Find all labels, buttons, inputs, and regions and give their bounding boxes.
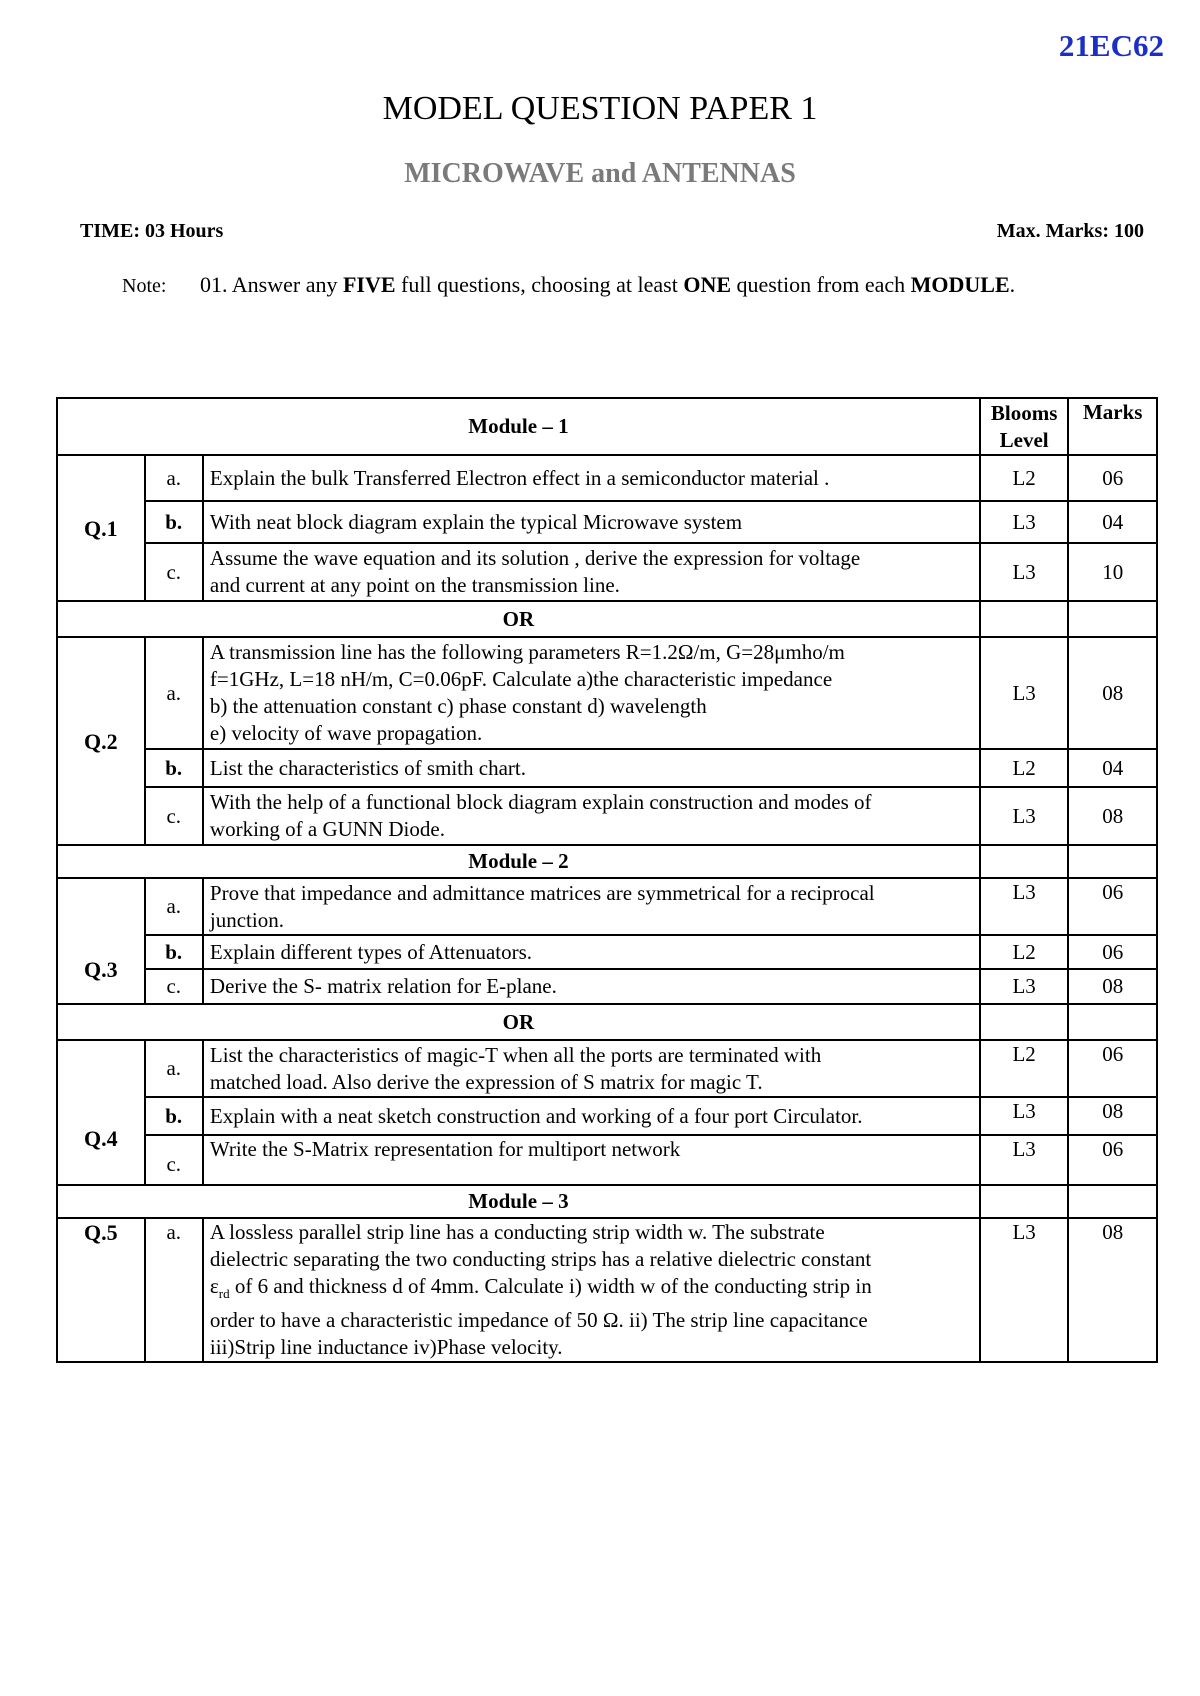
sub-question-label: c. [145, 543, 203, 601]
module-heading: Module – 3 [57, 1185, 980, 1218]
instructions-note [122, 272, 1015, 298]
marks: 06 [1068, 878, 1157, 935]
note-text: 01. Answer any [200, 272, 343, 297]
or-separator: OR [57, 601, 980, 637]
question-number: Q.5 [57, 1218, 145, 1362]
note-text: . [1009, 272, 1016, 297]
marks: 10 [1068, 543, 1157, 601]
module-heading: Module – 1 [57, 398, 980, 455]
table-row [57, 637, 1157, 749]
table-row [57, 543, 1157, 601]
text-line: A lossless parallel strip line has a conducting strip width w. The substrate [209, 1220, 825, 1244]
text-line: List the characteristics of magic-T when all the ports are terminated with [209, 1042, 822, 1067]
text-line: A transmission line has the following parameters R=1.2Ω/m, G=28μmho/m [209, 640, 845, 664]
blooms-level: L2 [980, 749, 1069, 787]
question-number: Q.1 [57, 455, 145, 601]
text-line: and current at any point on the transmission line. [209, 573, 620, 597]
sub-question-label: c. [145, 969, 203, 1004]
text-line: matched load. Also derive the expression of S matrix for magic T. [209, 1069, 763, 1094]
question-text [203, 787, 980, 845]
text-line: Assume the wave equation and its solution , derive the expression for voltage [209, 546, 861, 570]
course-code: 21EC62 [1058, 28, 1164, 63]
max-marks: Max. Marks: 100 [996, 220, 1144, 242]
table-row [57, 1135, 1157, 1185]
question-text: Write the S-Matrix representation for multiport network [203, 1135, 980, 1185]
blooms-level: L3 [980, 501, 1069, 543]
question-text: List the characteristics of smith chart. [203, 749, 980, 787]
blooms-level: L3 [980, 787, 1069, 845]
page-title: MODEL QUESTION PAPER 1 [382, 90, 818, 127]
marks: 04 [1068, 749, 1157, 787]
table-row [57, 969, 1157, 1004]
note-emphasis: FIVE [342, 272, 396, 297]
blooms-level: L3 [980, 543, 1069, 601]
module-row [57, 845, 1157, 878]
marks: 08 [1068, 969, 1157, 1004]
text-line: With the help of a functional block diagram explain construction and modes of [209, 790, 872, 814]
epsilon-subscript: rd [218, 1286, 230, 1302]
text-line: junction. [209, 907, 284, 932]
sub-question-label: a. [145, 1040, 203, 1097]
module-row [57, 1185, 1157, 1218]
text-line [210, 1273, 973, 1307]
question-text [203, 1218, 980, 1362]
sub-question-label: b. [145, 935, 203, 969]
table-row [57, 878, 1157, 935]
text-line: b) the attenuation constant c) phase constant d) wavelength [209, 694, 707, 718]
level-header-line: Level [999, 427, 1049, 452]
sub-question-label: c. [145, 787, 203, 845]
table-row [57, 1097, 1157, 1135]
question-number: Q.2 [57, 637, 145, 845]
note-emphasis: ONE [683, 272, 732, 297]
note-text: full questions, choosing at least [395, 272, 684, 297]
blooms-level: L3 [980, 1218, 1069, 1362]
blooms-level: L2 [980, 1040, 1069, 1097]
question-text [203, 878, 980, 935]
sub-question-label: b. [145, 501, 203, 543]
question-table [56, 397, 1158, 1363]
blooms-level: L3 [980, 1135, 1069, 1185]
or-row [57, 1004, 1157, 1040]
table-header-row [57, 398, 1157, 455]
marks: 08 [1068, 1218, 1157, 1362]
marks: 06 [1068, 1135, 1157, 1185]
sub-question-label: b. [145, 1097, 203, 1135]
question-text: Explain the bulk Transferred Electron effect in a semiconductor material . [203, 455, 980, 501]
blooms-level: L2 [980, 935, 1069, 969]
question-text: Explain different types of Attenuators. [203, 935, 980, 969]
marks: 06 [1068, 1040, 1157, 1097]
blooms-level: L3 [980, 637, 1069, 749]
marks: 08 [1068, 637, 1157, 749]
text-line: e) velocity of wave propagation. [209, 721, 483, 745]
table-row [57, 787, 1157, 845]
question-number: Q.3 [57, 878, 145, 1004]
sub-question-label: a. [145, 878, 203, 935]
text-line: order to have a characteristic impedance of 50 Ω. ii) The strip line capacitance [209, 1308, 868, 1333]
table-row [57, 935, 1157, 969]
blooms-level: L3 [980, 878, 1069, 935]
marks: 04 [1068, 501, 1157, 543]
question-text: With neat block diagram explain the typical Microwave system [203, 501, 980, 543]
blooms-level-header [980, 398, 1069, 455]
table-row [57, 501, 1157, 543]
sub-question-label: b. [145, 749, 203, 787]
blooms-level: L2 [980, 455, 1069, 501]
module-heading: Module – 2 [57, 845, 980, 878]
blooms-level: L3 [980, 1097, 1069, 1135]
question-text [203, 1040, 980, 1097]
marks: 08 [1068, 1097, 1157, 1135]
question-text: Derive the S- matrix relation for E-plane. [203, 969, 980, 1004]
table-row [57, 1040, 1157, 1097]
marks-header: Marks [1068, 398, 1157, 455]
sub-question-label: a. [145, 455, 203, 501]
note-emphasis: MODULE [910, 272, 1010, 297]
sub-question-label: a. [145, 1218, 203, 1362]
sub-question-label: a. [145, 637, 203, 749]
question-text: Explain with a neat sketch construction and working of a four port Circulator. [203, 1097, 980, 1135]
marks: 06 [1068, 935, 1157, 969]
epsilon-symbol: ε [209, 1274, 219, 1298]
blooms-header-line: Blooms [990, 400, 1058, 425]
table-row [57, 749, 1157, 787]
table-row [57, 1218, 1157, 1362]
marks: 08 [1068, 787, 1157, 845]
text-line: Prove that impedance and admittance matrices are symmetrical for a reciprocal [209, 880, 875, 905]
text-line: f=1GHz, L=18 nH/m, C=0.06pF. Calculate a)the characteristic impedance [209, 667, 833, 691]
text-line: iii)Strip line inductance iv)Phase velocity. [209, 1335, 563, 1360]
question-text [203, 543, 980, 601]
exam-time: TIME: 03 Hours [80, 220, 224, 242]
table-row [57, 455, 1157, 501]
note-text: question from each [731, 272, 911, 297]
question-number: Q.4 [57, 1040, 145, 1185]
subject-title: MICROWAVE and ANTENNAS [404, 158, 796, 189]
blooms-level: L3 [980, 969, 1069, 1004]
or-row [57, 601, 1157, 637]
text-line: working of a GUNN Diode. [209, 817, 445, 841]
sub-question-label: c. [145, 1135, 203, 1185]
text-line-rest: of 6 and thickness d of 4mm. Calculate i) width w of the conducting strip in [229, 1274, 872, 1298]
note-label: Note: [122, 275, 167, 297]
marks: 06 [1068, 455, 1157, 501]
text-line: dielectric separating the two conducting strips has a relative dielectric constant [209, 1247, 872, 1271]
or-separator: OR [57, 1004, 980, 1040]
question-text [203, 637, 980, 749]
